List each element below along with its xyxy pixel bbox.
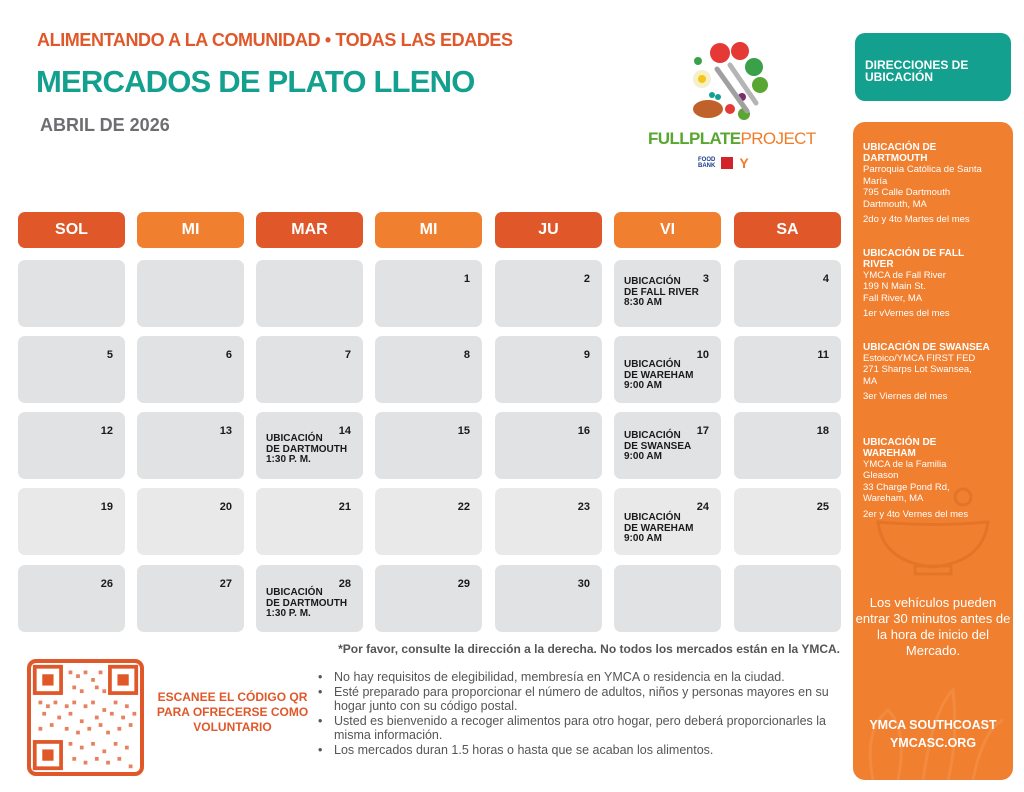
calendar-cell: 18 (734, 412, 841, 479)
vegetables-icon (853, 650, 1013, 780)
day-header-fri: VI (614, 212, 721, 248)
info-bullet: • Usted es bienvenido a recoger alimentos para otro hogar, pero deberá proporcionarles la misma información. (318, 714, 843, 743)
calendar-cell: 13 (137, 412, 244, 479)
calendar-cell-event: 14 UBICACIÓN DE DARTMOUTH 1:30 P. M. (256, 412, 363, 479)
calendar-cell: 25 (734, 488, 841, 555)
footnote: *Por favor, consulte la dirección a la derecha. No todos los mercados están en la YMCA. (338, 642, 840, 656)
ymca-logo-icon: Y (739, 155, 749, 171)
food-bank-icon (721, 157, 733, 169)
qr-volunteer-cta: ESCANEE EL CÓDIGO QR PARA OFRECERSE COMO VOLUNTARIO (156, 690, 309, 734)
calendar-cell: 5 (18, 336, 125, 403)
calendar-cell-event: 10 UBICACIÓN DE WAREHAM 9:00 AM (614, 336, 721, 403)
calendar-cell: 22 (375, 488, 482, 555)
day-header-wed: MI (375, 212, 482, 248)
calendar-cell: 21 (256, 488, 363, 555)
day-header-mon: MI (137, 212, 244, 248)
location-swansea: UBICACIÓN DE SWANSEA Estoico/YMCA FIRST FED 271 Sharps Lot Swansea, MA 3er Viernes del mes (863, 341, 990, 402)
location-fall-river: UBICACIÓN DE FALL RIVER YMCA de Fall River 199 N Main St. Fall River, MA 1er vVernes del mes (863, 247, 965, 319)
calendar-cell: 12 (18, 412, 125, 479)
day-header-sun: SOL (18, 212, 125, 248)
event-label: UBICACIÓN DE WAREHAM 9:00 AM (624, 512, 694, 544)
info-bullet: • Los mercados duran 1.5 horas o hasta que se acaban los alimentos. (318, 743, 843, 758)
calendar-cell: 8 (375, 336, 482, 403)
month-label: ABRIL DE 2026 (40, 115, 170, 135)
calendar-cell: 23 (495, 488, 602, 555)
calendar-cell: 6 (137, 336, 244, 403)
event-label: UBICACIÓN DE DARTMOUTH 1:30 P. M. (266, 587, 348, 619)
calendar-cell (18, 260, 125, 327)
calendar-cell-event: 28 UBICACIÓN DE DARTMOUTH 1:30 P. M. (256, 565, 363, 632)
calendar-cell (256, 260, 363, 327)
day-header-sat: SA (734, 212, 841, 248)
locations-panel (853, 122, 1013, 780)
calendar-cell (614, 565, 721, 632)
info-bullets (318, 670, 843, 757)
event-label: UBICACIÓN DE DARTMOUTH 1:30 P. M. (266, 433, 348, 465)
food-bank-logo: FOOD BANK (698, 157, 716, 169)
location-wareham: UBICACIÓN DE WAREHAM YMCA de la Familia Gleason 33 Charge Pond Rd, Wareham, MA 2er y 4to Vernes del mes (863, 436, 969, 520)
tagline: ALIMENTANDO A LA COMUNIDAD • TODAS LAS EDADES (37, 30, 513, 50)
calendar-cell-event: 3 UBICACIÓN DE FALL RIVER 8:30 AM (614, 260, 721, 327)
volunteer-qr-code[interactable] (27, 659, 144, 776)
directions-button[interactable]: DIRECCIONES DE UBICACIÓN (855, 33, 1011, 101)
food-plate-icon (682, 39, 772, 129)
calendar-cell-event: 17 UBICACIÓN DE SWANSEA 9:00 AM (614, 412, 721, 479)
qr-code-icon (31, 663, 140, 772)
calendar-cell: 2 (495, 260, 602, 327)
calendar-cell: 27 (137, 565, 244, 632)
day-header-thu: JU (495, 212, 602, 248)
info-bullet: • Esté preparado para proporcionar el número de adultos, niños y personas mayores en su hogar junto con su código postal. (318, 685, 843, 714)
calendar-cell: 15 (375, 412, 482, 479)
calendar-cell: 29 (375, 565, 482, 632)
calendar-cell: 30 (495, 565, 602, 632)
calendar-cell: 19 (18, 488, 125, 555)
day-header-tue: MAR (256, 212, 363, 248)
vehicles-note: Los vehículos pueden entrar 30 minutos antes de la hora de inicio del Mercado. (855, 595, 1011, 658)
calendar-cell: 20 (137, 488, 244, 555)
calendar-cell (734, 565, 841, 632)
event-label: UBICACIÓN DE FALL RIVER 8:30 AM (624, 276, 699, 308)
calendar-cell: 4 (734, 260, 841, 327)
calendar-cell: 26 (18, 565, 125, 632)
calendar-cell: 16 (495, 412, 602, 479)
page-title: MERCADOS DE PLATO LLENO (36, 64, 475, 99)
calendar-cell: 7 (256, 336, 363, 403)
org-url-link[interactable]: YMCASC.ORG (889, 736, 977, 750)
event-label: UBICACIÓN DE WAREHAM 9:00 AM (624, 359, 694, 391)
logo-wordmark: FULLPLATEPROJECT (648, 129, 816, 148)
partner-logos (698, 155, 749, 171)
org-footer: YMCA SOUTHCOAST YMCASC.ORG (853, 716, 1013, 752)
calendar-cell (137, 260, 244, 327)
calendar-cell: 9 (495, 336, 602, 403)
info-bullet: • No hay requisitos de elegibilidad, membresía en YMCA o residencia en la ciudad. (318, 670, 843, 685)
calendar-cell: 1 (375, 260, 482, 327)
full-plate-project-logo (640, 35, 820, 175)
calendar-cell-event: 24 UBICACIÓN DE WAREHAM 9:00 AM (614, 488, 721, 555)
location-dartmouth: UBICACIÓN DE DARTMOUTH Parroquia Católica de Santa María 795 Calle Dartmouth Dartmouth, MA 2do y 4to Martes del mes (863, 142, 982, 225)
event-label: UBICACIÓN DE SWANSEA 9:00 AM (624, 430, 692, 462)
calendar-cell: 11 (734, 336, 841, 403)
